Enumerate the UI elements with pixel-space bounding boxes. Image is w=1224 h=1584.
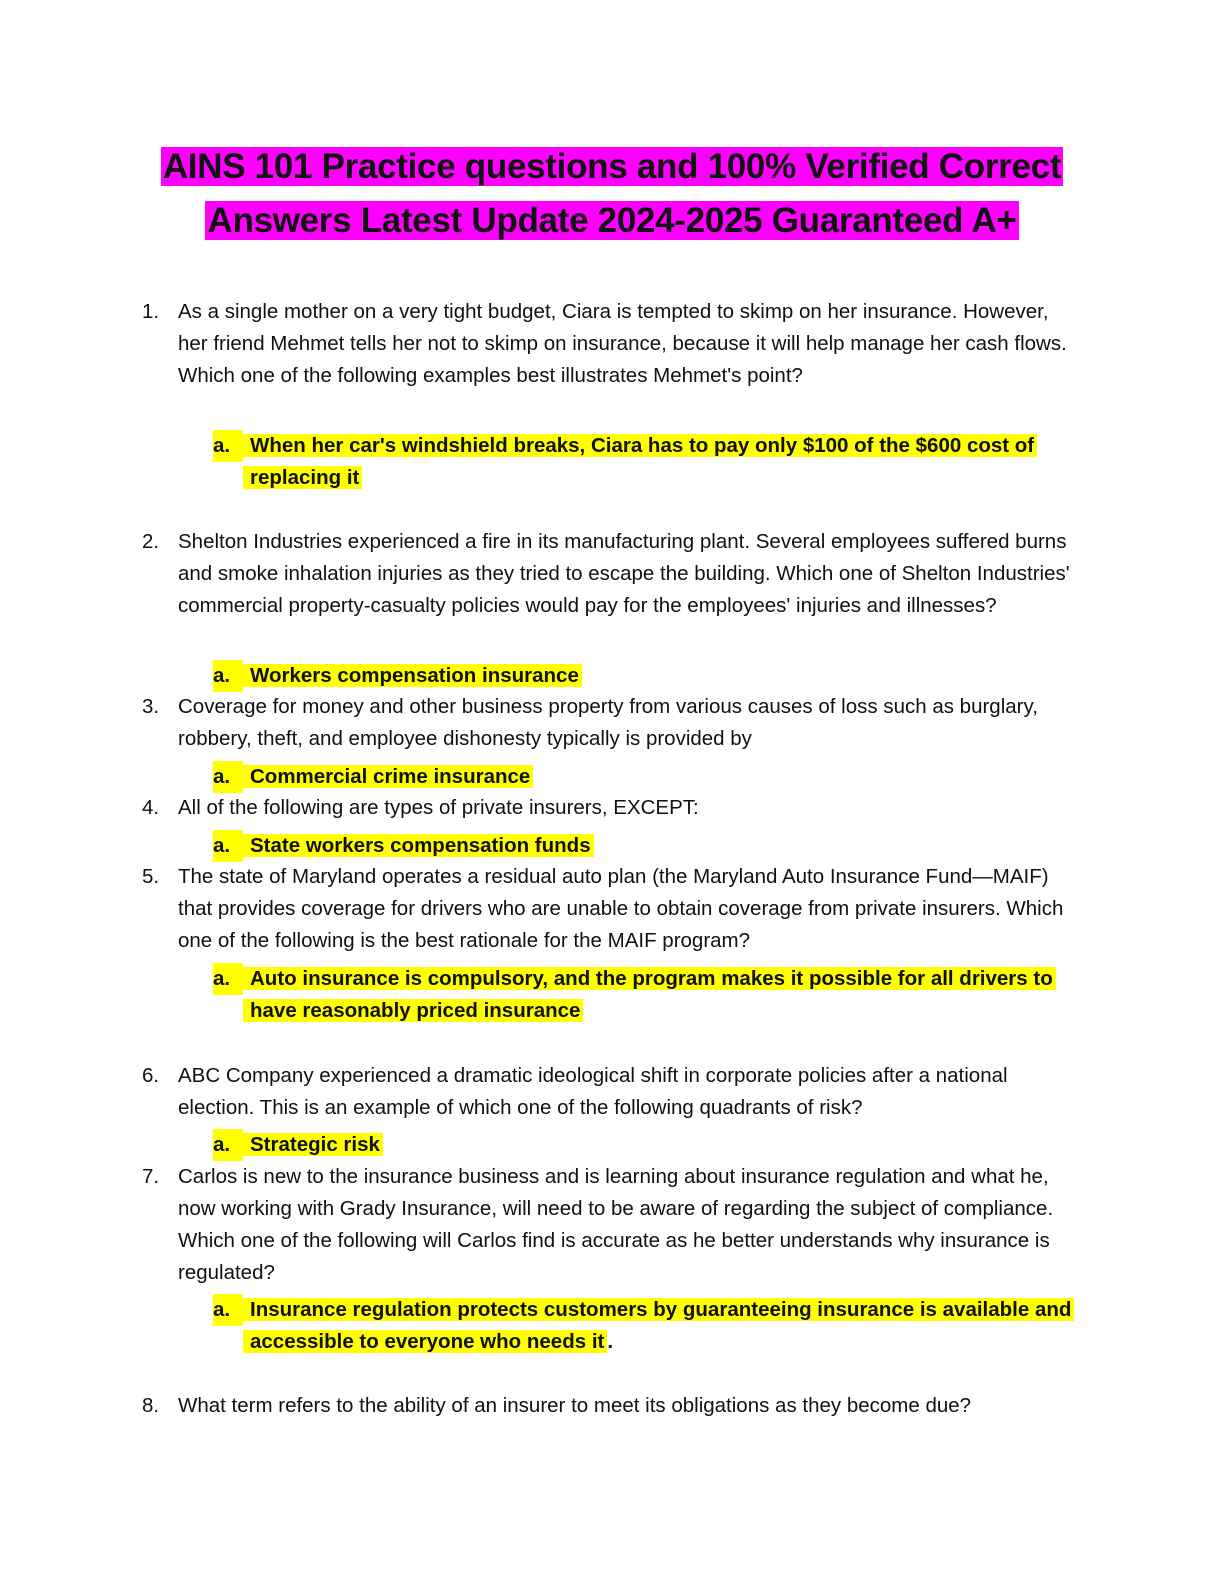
answer-text: Workers compensation insurance [243,664,582,687]
answer-text: Strategic risk [243,1133,383,1156]
question-text: Coverage for money and other business property from various causes of loss such as burglary, robbery, theft, and employee dishonesty typically is provided by [178,695,1038,750]
question-number: 4. [142,796,160,819]
answer-letter: a. [213,430,243,462]
title-line-2: Answers Latest Update 2024-2025 Guaranteed A+ [207,201,1017,240]
answer-text: When her car's windshield breaks, Ciara has to pay only $100 of the $600 cost of replacing it [243,434,1037,489]
answer-letter: a. [213,660,243,692]
question-text: Carlos is new to the insurance business and is learning about insurance regulation and what he, now working with Grady Insurance, will need to be aware of regarding the subject of compliance. Which one of the following will Carlos find is accurate as he better understands why insurance is regulated? [178,1165,1054,1284]
question-text: As a single mother on a very tight budget, Ciara is tempted to skimp on her insurance. However, her friend Mehmet tells her not to skimp on insurance, because it will help manage her cash flows. Which one of the following examples best illustrates Mehmet's point? [178,300,1067,387]
question-number: 1. [142,300,160,323]
question-number: 5. [142,865,160,888]
question-text: Shelton Industries experienced a fire in its manufacturing plant. Several employees suffered burns and smoke inhalation injuries as they tried to escape the building. Which one of Shelton Industries' commercial property-casualty policies would pay for the employees' injuries and illnesses? [178,530,1070,617]
answer-text: State workers compensation funds [243,834,594,857]
question-number: 8. [142,1394,160,1417]
question-number: 3. [142,695,160,718]
question-number: 2. [142,530,160,553]
question-number: 6. [142,1064,160,1087]
question-text: All of the following are types of private insurers, EXCEPT: [178,796,699,819]
title-line-1: AINS 101 Practice questions and 100% Verified Correct [162,147,1062,186]
document-title [0,140,1224,248]
answer-trailing-period: . [607,1330,614,1353]
answer-text: Commercial crime insurance [243,765,533,788]
answer-letter: a. [213,830,243,862]
answer-letter: a. [213,963,243,995]
question-text: What term refers to the ability of an insurer to meet its obligations as they become due? [178,1394,972,1417]
answer-letter: a. [213,1294,243,1326]
question-text: ABC Company experienced a dramatic ideological shift in corporate policies after a national election. This is an example of which one of the following quadrants of risk? [178,1064,1008,1119]
answer-text: Insurance regulation protects customers by guaranteeing insurance is available and accessible to everyone who needs it [243,1298,1074,1353]
answer-letter: a. [213,761,243,793]
question-number: 7. [142,1165,160,1188]
answer-text: Auto insurance is compulsory, and the program makes it possible for all drivers to have reasonably priced insurance [243,967,1056,1022]
question-text: The state of Maryland operates a residual auto plan (the Maryland Auto Insurance Fund—MAIF) that provides coverage for drivers who are unable to obtain coverage from private insurers. Which one of the following is the best rationale for the MAIF program? [178,865,1064,952]
answer-letter: a. [213,1129,243,1161]
